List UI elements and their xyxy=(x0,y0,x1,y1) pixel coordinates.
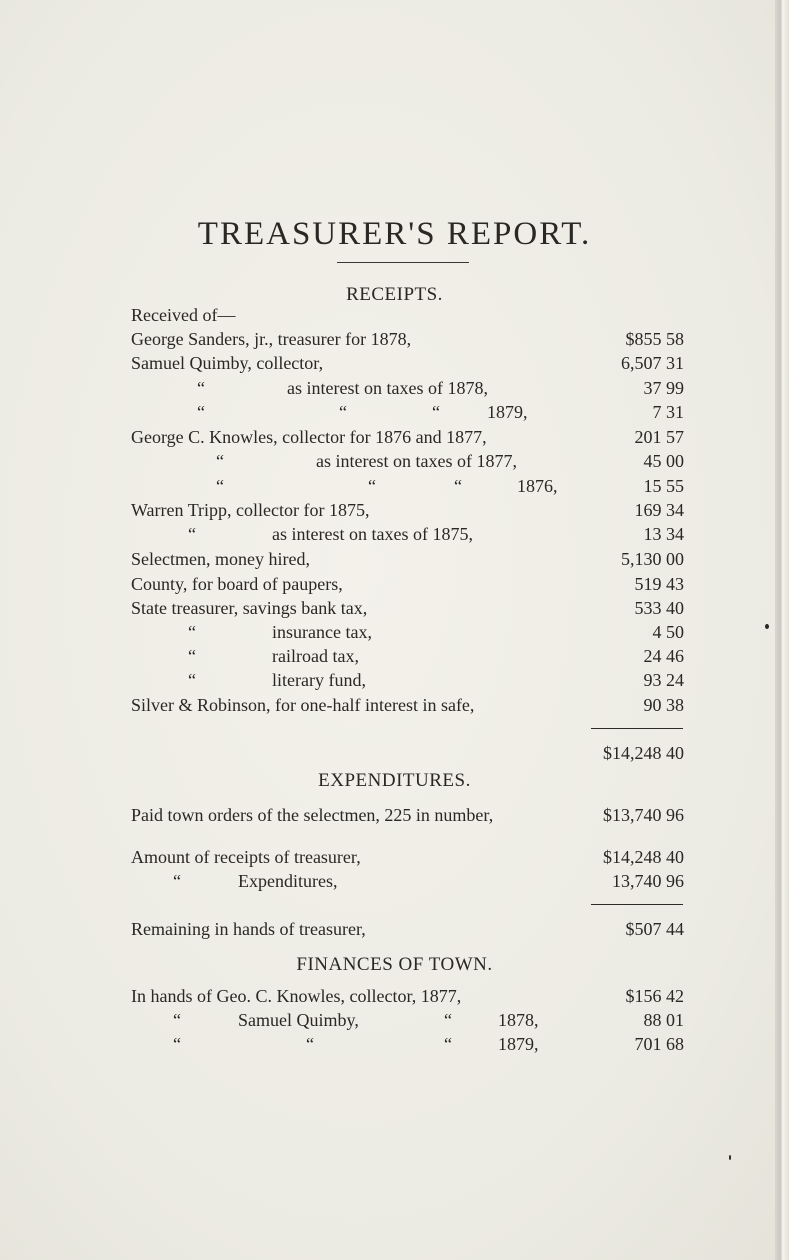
receipt-amount: 4 50 xyxy=(652,622,684,642)
ditto-mark: “ xyxy=(444,1010,452,1030)
receipt-row xyxy=(131,572,684,596)
receipt-amount: 519 43 xyxy=(634,574,684,594)
remaining-amount: $507 44 xyxy=(625,919,684,939)
ditto-mark: “ xyxy=(454,476,462,496)
receipt-desc: County, for board of paupers, xyxy=(131,574,343,594)
receipt-amount: 533 40 xyxy=(634,598,684,618)
finance-amount: $156 42 xyxy=(625,986,684,1006)
ink-speck xyxy=(765,624,769,629)
receipts-intro xyxy=(131,303,684,327)
ditto-mark: “ xyxy=(339,402,347,422)
finance-desc: Samuel Quimby, xyxy=(238,1010,359,1030)
ditto-mark: “ xyxy=(173,1010,181,1030)
receipt-row xyxy=(131,547,684,571)
receipt-desc: Selectmen, money hired, xyxy=(131,549,310,569)
sum-rule xyxy=(591,728,683,729)
ditto-mark: “ xyxy=(188,622,196,642)
receipt-amount: 169 34 xyxy=(634,500,684,520)
finance-year: 1879, xyxy=(498,1034,539,1054)
receipts-total-row xyxy=(131,741,684,765)
page-edge xyxy=(775,0,789,1260)
finance-row xyxy=(131,1008,684,1032)
finance-amount: 701 68 xyxy=(634,1034,684,1054)
expenditure-amount: $13,740 96 xyxy=(603,805,684,825)
finances-heading: FINANCES OF TOWN. xyxy=(296,954,493,975)
receipt-amount: 45 00 xyxy=(643,451,684,471)
ditto-mark: “ xyxy=(197,402,205,422)
title-rule xyxy=(337,262,469,263)
receipt-desc: as interest on taxes of 1875, xyxy=(272,524,473,544)
receipt-desc: 1876, xyxy=(517,476,558,496)
summary-amount: 13,740 96 xyxy=(612,871,684,891)
expenditure-desc: Paid town orders of the selectmen, 225 in number, xyxy=(131,805,494,825)
receipt-amount: 37 99 xyxy=(643,378,684,398)
sum-rule xyxy=(591,904,683,905)
receipt-amount: 24 46 xyxy=(643,646,684,666)
receipt-desc: Silver & Robinson, for one-half interest in safe, xyxy=(131,695,475,715)
ditto-mark: “ xyxy=(188,646,196,666)
finance-row xyxy=(131,984,684,1008)
receipt-row xyxy=(131,693,684,717)
finance-row xyxy=(131,1032,684,1056)
receipt-desc: as interest on taxes of 1878, xyxy=(287,378,488,398)
receipt-row xyxy=(131,644,684,668)
summary-desc: Amount of receipts of treasurer, xyxy=(131,847,361,867)
receipt-amount: 13 34 xyxy=(643,524,684,544)
receipt-row xyxy=(131,498,684,522)
summary-row xyxy=(131,869,684,893)
report-title: TREASURER'S REPORT. xyxy=(197,216,592,252)
ditto-mark: “ xyxy=(306,1034,314,1054)
ditto-mark: “ xyxy=(216,451,224,471)
receipt-desc: as interest on taxes of 1877, xyxy=(316,451,517,471)
receipt-desc: George Sanders, jr., treasurer for 1878, xyxy=(131,329,412,349)
receipt-row xyxy=(131,425,684,449)
ditto-mark: “ xyxy=(188,670,196,690)
expenditure-row xyxy=(131,803,684,827)
summary-desc: Expenditures, xyxy=(238,871,338,891)
receipt-row xyxy=(131,327,684,351)
receipt-desc: Samuel Quimby, collector, xyxy=(131,353,324,373)
finance-year: 1878, xyxy=(498,1010,539,1030)
remaining-row xyxy=(131,917,684,941)
receipt-desc: George C. Knowles, collector for 1876 and 1877, xyxy=(131,427,487,447)
ditto-mark: “ xyxy=(432,402,440,422)
receipts-intro-text: Received of— xyxy=(131,305,236,325)
receipt-row xyxy=(131,351,684,375)
receipt-row xyxy=(131,522,684,546)
ditto-mark: “ xyxy=(197,378,205,398)
finance-amount: 88 01 xyxy=(643,1010,684,1030)
receipt-amount: 15 55 xyxy=(643,476,684,496)
ditto-mark: “ xyxy=(216,476,224,496)
receipt-amount: 90 38 xyxy=(643,695,684,715)
receipts-heading: RECEIPTS. xyxy=(346,284,443,305)
receipt-desc: insurance tax, xyxy=(272,622,372,642)
receipts-total: $14,248 40 xyxy=(603,743,684,763)
summary-amount: $14,248 40 xyxy=(603,847,684,867)
ink-speck xyxy=(729,1155,731,1160)
receipt-desc: literary fund, xyxy=(272,670,366,690)
receipt-desc: railroad tax, xyxy=(272,646,359,666)
ditto-mark: “ xyxy=(173,871,181,891)
receipt-amount: 93 24 xyxy=(643,670,684,690)
receipt-amount: $855 58 xyxy=(625,329,684,349)
summary-row xyxy=(131,845,684,869)
receipt-amount: 6,507 31 xyxy=(621,353,684,373)
remaining-desc: Remaining in hands of treasurer, xyxy=(131,919,366,939)
receipt-amount: 7 31 xyxy=(652,402,684,422)
finance-desc: In hands of Geo. C. Knowles, collector, 1877, xyxy=(131,986,462,1006)
ditto-mark: “ xyxy=(368,476,376,496)
receipt-desc: Warren Tripp, collector for 1875, xyxy=(131,500,370,520)
receipt-row xyxy=(131,474,684,498)
receipt-row xyxy=(131,668,684,692)
ditto-mark: “ xyxy=(173,1034,181,1054)
receipt-row xyxy=(131,620,684,644)
expenditures-heading: EXPENDITURES. xyxy=(318,770,471,791)
receipt-desc: 1879, xyxy=(487,402,528,422)
receipt-row xyxy=(131,376,684,400)
receipt-row xyxy=(131,596,684,620)
receipt-amount: 5,130 00 xyxy=(621,549,684,569)
receipt-amount: 201 57 xyxy=(634,427,684,447)
receipt-desc: State treasurer, savings bank tax, xyxy=(131,598,368,618)
ditto-mark: “ xyxy=(444,1034,452,1054)
ditto-mark: “ xyxy=(188,524,196,544)
receipt-row xyxy=(131,449,684,473)
receipt-row xyxy=(131,400,684,424)
